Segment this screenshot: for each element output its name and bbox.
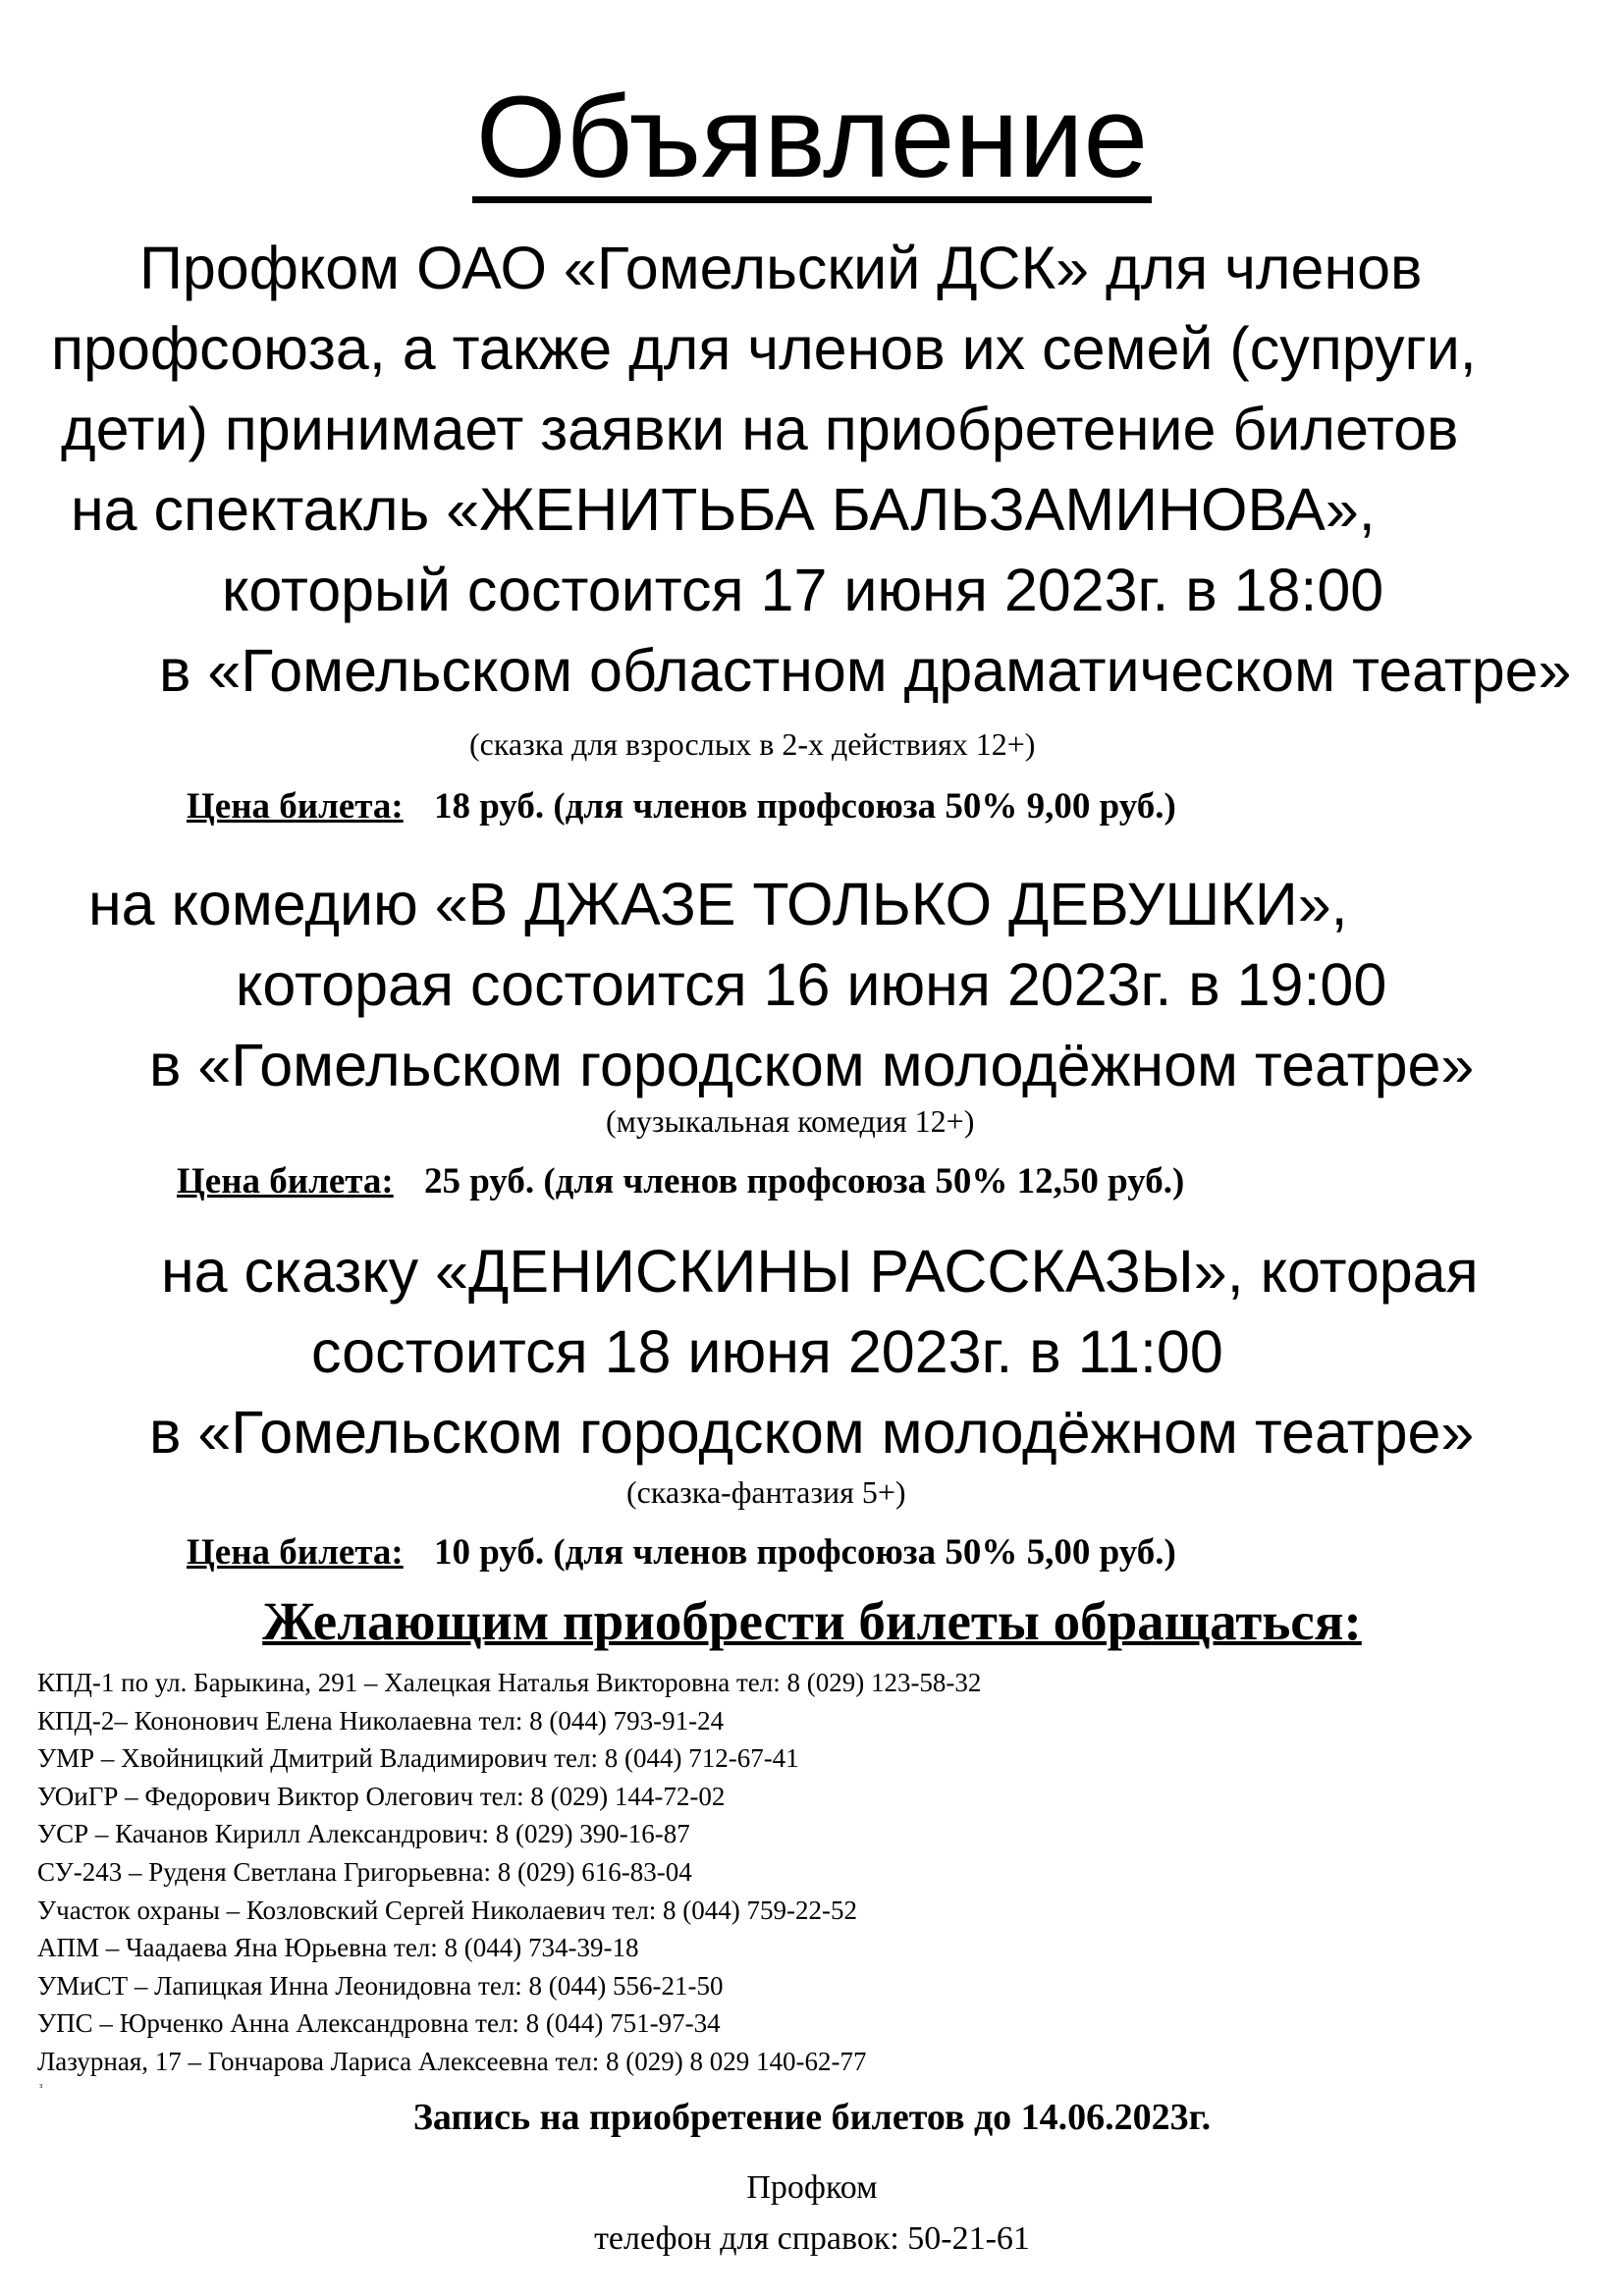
contact-item: УМиСТ – Лапицкая Инна Леонидовна тел: 8 (044) 556-21-50	[37, 1970, 724, 2001]
intro-line-3: дети) принимает заявки на приобретение билетов	[61, 396, 1459, 462]
event-1-note: (сказка для взрослых в 2-х действиях 12+)	[469, 726, 1036, 762]
event-3-price-text: 10 руб. (для членов профсоюза 50% 5,00 руб.)	[433, 1532, 1176, 1573]
contact-item: УМР – Хвойницкий Дмитрий Владимирович тел: 8 (044) 712-67-41	[37, 1743, 799, 1774]
small-mark: з	[39, 2081, 43, 2090]
event-3-date: состоится 18 июня 2023г. в 11:00	[311, 1318, 1223, 1385]
contact-item: КПД-1 по ул. Барыкина, 291 – Халецкая Наталья Викторовна тел: 8 (029) 123-58-32	[37, 1668, 982, 1697]
event-1-price-label: Цена билета:	[187, 786, 404, 827]
event-3-price-label: Цена билета:	[187, 1532, 404, 1573]
event-3-price	[187, 1531, 1176, 1574]
event-2-date: которая состоится 16 июня 2023г. в 19:00	[236, 951, 1387, 1018]
contacts-list	[37, 1664, 981, 2081]
title-text: Объявление	[472, 79, 1152, 203]
event-1-date: который состоится 17 июня 2023г. в 18:00	[222, 557, 1384, 623]
contact-item: КПД-2– Кононович Елена Николаевна тел: 8 (044) 793-91-24	[37, 1705, 725, 1735]
event-1-title: на спектакль «ЖЕНИТЬБА БАЛЬЗАМИНОВА»,	[71, 476, 1376, 543]
deadline-notice: Запись на приобретение билетов до 14.06.2023г.	[412, 2097, 1212, 2138]
event-3-venue: в «Гомельском городском молодёжном театре»	[149, 1399, 1475, 1466]
contacts-heading	[0, 1590, 1624, 1652]
event-2-price	[177, 1160, 1184, 1202]
event-3-note: (сказка-фантазия 5+)	[626, 1474, 906, 1510]
contacts-heading-text: Желающим приобрести билеты обращаться:	[262, 1591, 1362, 1651]
contact-item: Участок охраны – Козловский Сергей Николаевич тел: 8 (044) 759-22-52	[37, 1895, 858, 1925]
event-1-price-text: 18 руб. (для членов профсоюза 50% 9,00 руб.)	[433, 786, 1176, 827]
intro-line-1: Профком ОАО «Гомельский ДСК» для членов	[139, 235, 1423, 301]
footer-org: Профком	[746, 2169, 878, 2206]
contact-item: СУ-243 – Руденя Светлана Григорьевна: 8 (029) 616-83-04	[37, 1856, 692, 1887]
footer-phone: телефон для справок: 50-21-61	[594, 2220, 1030, 2257]
event-1-venue: в «Гомельском областном драматическом театре»	[159, 637, 1572, 704]
event-2-venue: в «Гомельском городском молодёжном театре»	[149, 1032, 1475, 1098]
intro-line-2: профсоюза, а также для членов их семей (супруги,	[51, 315, 1477, 382]
event-2-price-text: 25 руб. (для членов профсоюза 50% 12,50 руб.)	[423, 1161, 1185, 1201]
contact-item: УОиГР – Федорович Виктор Олегович тел: 8 (029) 144-72-02	[37, 1781, 726, 1811]
event-3-title: на сказку «ДЕНИСКИНЫ РАССКАЗЫ», которая	[161, 1238, 1479, 1305]
event-2-title: на комедию «В ДЖАЗЕ ТОЛЬКО ДЕВУШКИ»,	[88, 871, 1348, 937]
event-1-price	[187, 785, 1176, 828]
event-2-price-label: Цена билета:	[177, 1161, 394, 1201]
contact-item: Лазурная, 17 – Гончарова Лариса Алексеевна тел: 8 (029) 8 029 140-62-77	[37, 2046, 867, 2076]
contact-item: УСР – Качанов Кирилл Александрович: 8 (029) 390-16-87	[37, 1819, 690, 1849]
contact-item: УПС – Юрченко Анна Александровна тел: 8 (044) 751-97-34	[37, 2008, 721, 2039]
page-title	[0, 71, 1624, 204]
event-2-note: (музыкальная комедия 12+)	[606, 1103, 975, 1139]
contact-item: АПМ – Чаадаева Яна Юрьевна тел: 8 (044) 734-39-18	[37, 1933, 639, 1963]
